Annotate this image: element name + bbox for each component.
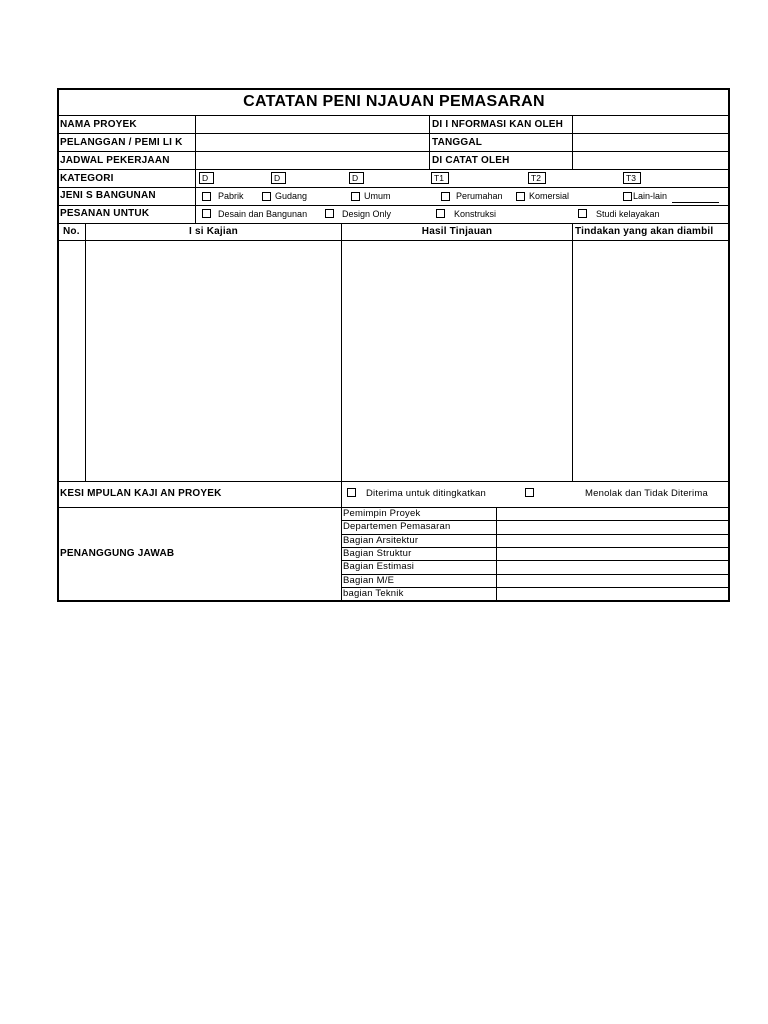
signature-field[interactable] <box>497 521 728 534</box>
option-komersial: Komersial <box>529 191 570 201</box>
checkbox-konstruksi[interactable] <box>436 209 445 218</box>
kategori-box-t3[interactable]: T3 <box>623 172 641 184</box>
label-nama-proyek: NAMA PROYEK <box>60 119 137 130</box>
role-bagian-teknik: bagian Teknik <box>343 588 404 599</box>
checkbox-gudang[interactable] <box>262 192 271 201</box>
option-umum: Umum <box>364 191 391 201</box>
signature-field[interactable] <box>497 548 728 560</box>
checkbox-diterima[interactable] <box>347 488 356 497</box>
role-bagian-estimasi: Bagian Estimasi <box>343 561 415 572</box>
lain-lain-underline[interactable] <box>672 202 719 203</box>
kategori-box-d2[interactable]: D <box>271 172 286 184</box>
label-pesanan-untuk: PESANAN UNTUK <box>60 208 150 219</box>
option-gudang: Gudang <box>275 191 308 201</box>
role-departemen-pemasaran: Departemen Pemasaran <box>343 521 451 532</box>
option-design-only: Design Only <box>342 209 392 219</box>
option-studi-kelayakan: Studi kelayakan <box>596 209 660 219</box>
checkbox-studi-kelayakan[interactable] <box>578 209 587 218</box>
kategori-box-t1[interactable]: T1 <box>431 172 449 184</box>
kategori-box-t2[interactable]: T2 <box>528 172 546 184</box>
signature-field[interactable] <box>497 561 728 574</box>
checkbox-perumahan[interactable] <box>441 192 450 201</box>
label-pelanggan: PELANGGAN / PEMI LI K <box>60 137 183 148</box>
checkbox-lain-lain[interactable] <box>623 192 632 201</box>
label-tanggal: TANGGAL <box>432 137 483 148</box>
signature-field[interactable] <box>497 588 728 600</box>
label-kesimpulan: KESI MPULAN KAJI AN PROYEK <box>60 488 222 499</box>
outer-top-border <box>57 88 730 90</box>
role-bagian-struktur: Bagian Struktur <box>343 548 412 559</box>
checkbox-komersial[interactable] <box>516 192 525 201</box>
cell-tindakan[interactable] <box>573 241 728 481</box>
option-pabrik: Pabrik <box>218 191 244 201</box>
role-bagian-me: Bagian M/E <box>343 575 395 586</box>
hline <box>57 481 730 482</box>
checkbox-pabrik[interactable] <box>202 192 211 201</box>
form-title: CATATAN PENI NJAUAN PEMASARAN <box>243 93 545 110</box>
hline <box>57 169 730 170</box>
label-dicatat: DI CATAT OLEH <box>432 155 510 166</box>
kategori-box-d1[interactable]: D <box>199 172 214 184</box>
checkbox-design-only[interactable] <box>325 209 334 218</box>
role-bagian-arsitektur: Bagian Arsitektur <box>343 535 419 546</box>
option-menolak: Menolak dan Tidak Diterima <box>585 488 708 499</box>
outer-right-border <box>728 88 730 602</box>
cell-no[interactable] <box>59 241 85 481</box>
vline <box>429 115 430 169</box>
signature-field[interactable] <box>497 575 728 587</box>
hline <box>57 187 730 188</box>
jadwal-field[interactable] <box>196 152 429 169</box>
label-diinformasikan: DI I NFORMASI KAN OLEH <box>432 119 564 130</box>
hline <box>57 223 730 224</box>
kategori-box-d3[interactable]: D <box>349 172 364 184</box>
option-lain-lain: Lain-lain <box>633 191 668 201</box>
header-no: No. <box>63 226 80 237</box>
option-diterima: Diterima untuk ditingkatkan <box>366 488 486 499</box>
signature-field[interactable] <box>497 535 728 547</box>
option-desain-bangunan: Desain dan Bangunan <box>218 209 308 219</box>
header-tindakan: Tindakan yang akan diambil <box>575 226 714 237</box>
cell-hasil-tinjauan[interactable] <box>342 241 572 481</box>
role-pemimpin-proyek: Pemimpin Proyek <box>343 508 421 519</box>
pelanggan-field[interactable] <box>196 134 429 151</box>
option-konstruksi: Konstruksi <box>454 209 497 219</box>
label-jenis-bangunan: JENI S BANGUNAN <box>60 190 156 201</box>
checkbox-menolak[interactable] <box>525 488 534 497</box>
checkbox-desain-bangunan[interactable] <box>202 209 211 218</box>
dicatat-field[interactable] <box>573 152 728 169</box>
label-kategori: KATEGORI <box>60 173 114 184</box>
signature-field[interactable] <box>497 508 728 520</box>
header-isi-kajian: I si Kajian <box>189 226 238 237</box>
cell-isi-kajian[interactable] <box>86 241 341 481</box>
hline <box>57 205 730 206</box>
nama-proyek-field[interactable] <box>196 116 429 133</box>
outer-bottom-border <box>57 600 730 602</box>
option-perumahan: Perumahan <box>456 191 503 201</box>
header-hasil-tinjauan: Hasil Tinjauan <box>421 226 493 237</box>
label-jadwal: JADWAL PEKERJAAN <box>60 155 170 166</box>
tanggal-field[interactable] <box>573 134 728 151</box>
diinformasikan-field[interactable] <box>573 116 728 133</box>
checkbox-umum[interactable] <box>351 192 360 201</box>
label-penanggung-jawab: PENANGGUNG JAWAB <box>60 548 175 559</box>
